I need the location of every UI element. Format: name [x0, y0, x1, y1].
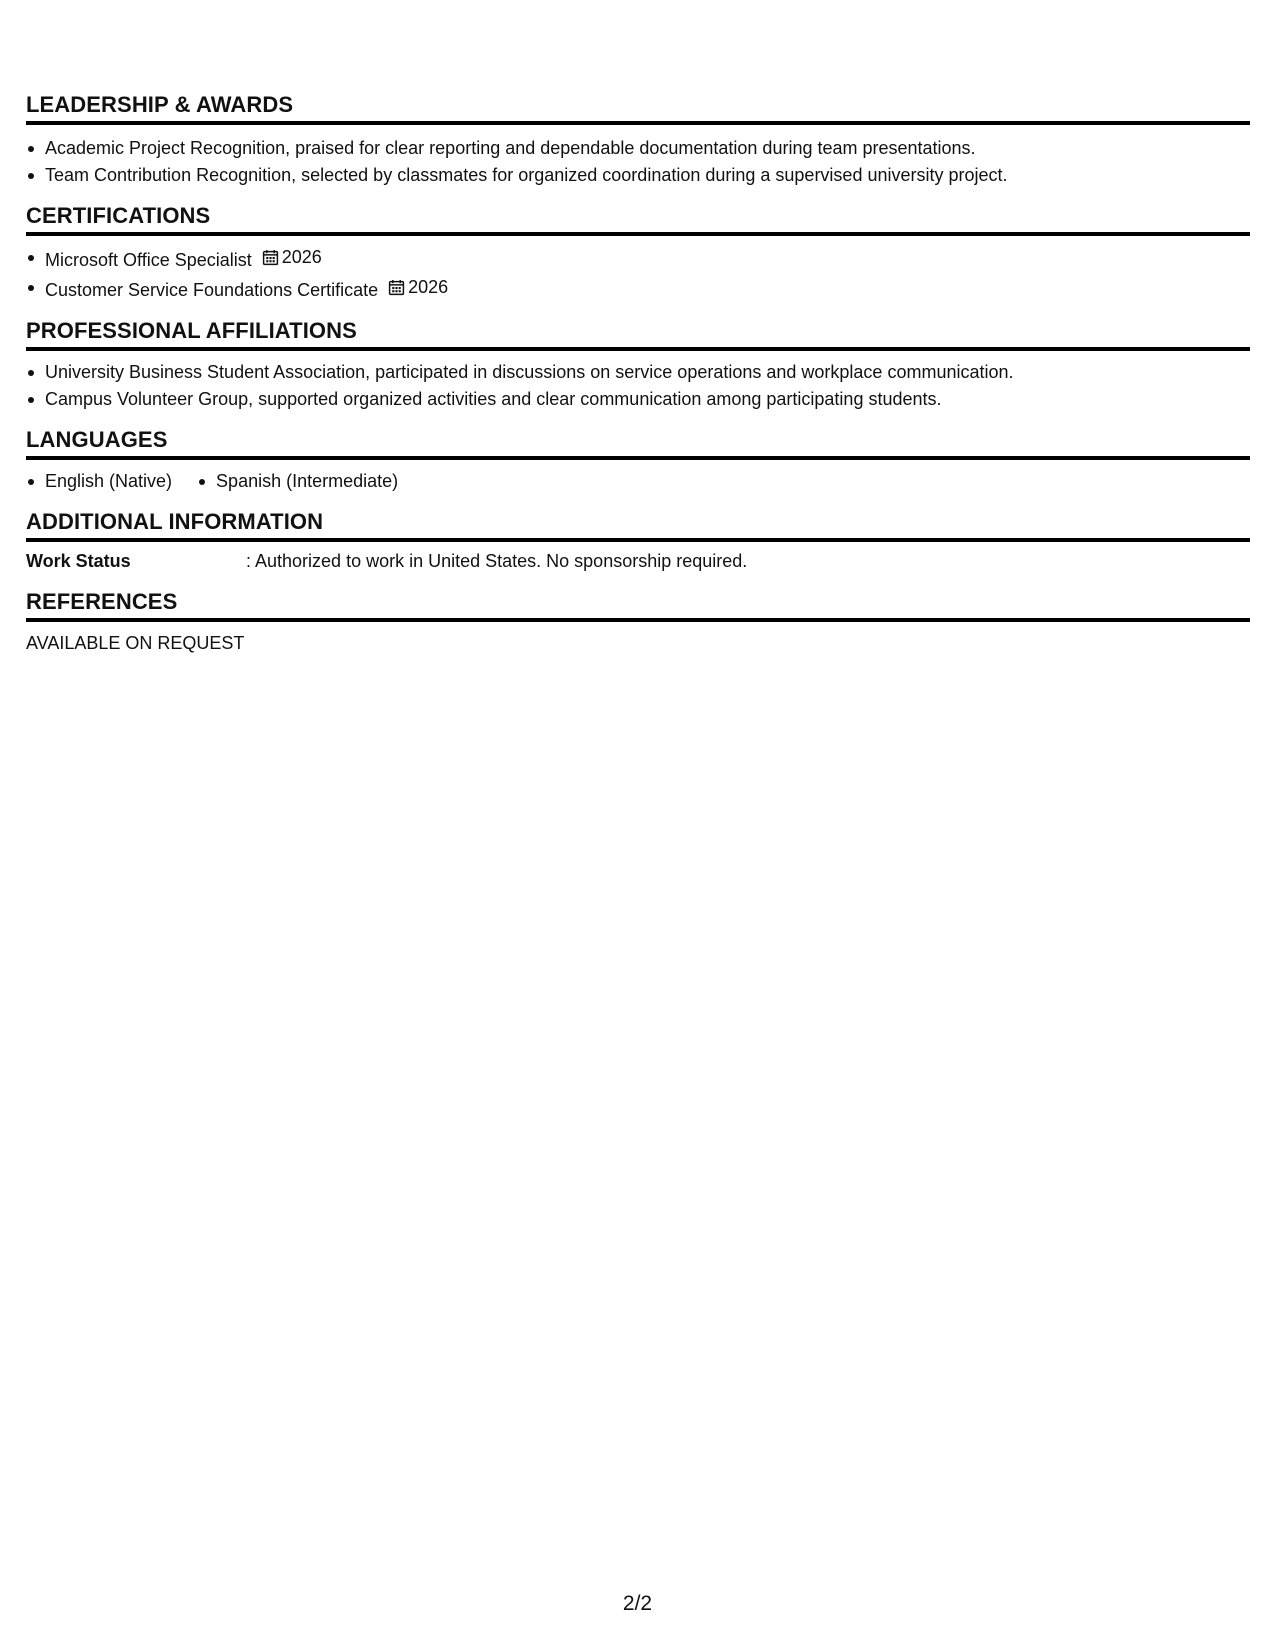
info-row [26, 548, 1250, 575]
additional-info-section [26, 509, 1250, 589]
page-number: 2/2 [622, 1592, 653, 1615]
certifications-title: CERTIFICATIONS [26, 203, 1250, 236]
leadership-title: LEADERSHIP & AWARDS [26, 92, 1250, 125]
certification-date [388, 274, 448, 301]
certification-year: 2026 [281, 247, 322, 267]
affiliations-title: PROFESSIONAL AFFILIATIONS [26, 318, 1250, 351]
languages-list [26, 468, 1250, 495]
references-section [26, 589, 1250, 671]
additional-info-title: ADDITIONAL INFORMATION [26, 509, 1250, 542]
list-item: English (Native) [26, 468, 172, 495]
calendar-icon [388, 279, 405, 296]
list-item: Team Contribution Recognition, selected by classmates for organized coordination during a supervised university project. [26, 162, 1250, 189]
calendar-icon [262, 249, 279, 266]
languages-title: LANGUAGES [26, 427, 1250, 460]
list-item [26, 244, 1250, 274]
list-item: University Business Student Association, participated in discussions on service operations and workplace communication. [26, 359, 1250, 386]
certification-name: Customer Service Foundations Certificate [45, 280, 379, 300]
resume-page [26, 92, 1250, 671]
certification-date [262, 244, 322, 271]
affiliations-list [26, 359, 1250, 413]
certification-year: 2026 [408, 277, 449, 297]
languages-section [26, 427, 1250, 509]
leadership-section [26, 92, 1250, 203]
info-value: : Authorized to work in United States. No sponsorship required. [246, 551, 748, 571]
references-text: AVAILABLE ON REQUEST [26, 633, 245, 653]
certifications-list [26, 244, 1250, 304]
list-item: Academic Project Recognition, praised for clear reporting and dependable documentation during team presentations. [26, 135, 1250, 162]
list-item [26, 274, 1250, 304]
certification-name: Microsoft Office Specialist [45, 250, 252, 270]
affiliations-section [26, 318, 1250, 427]
info-label: Work Status [26, 551, 131, 571]
references-title: REFERENCES [26, 589, 1250, 622]
list-item: Campus Volunteer Group, supported organized activities and clear communication among participating students. [26, 386, 1250, 413]
leadership-list [26, 135, 1250, 189]
list-item: Spanish (Intermediate) [197, 468, 398, 495]
certifications-section [26, 203, 1250, 318]
